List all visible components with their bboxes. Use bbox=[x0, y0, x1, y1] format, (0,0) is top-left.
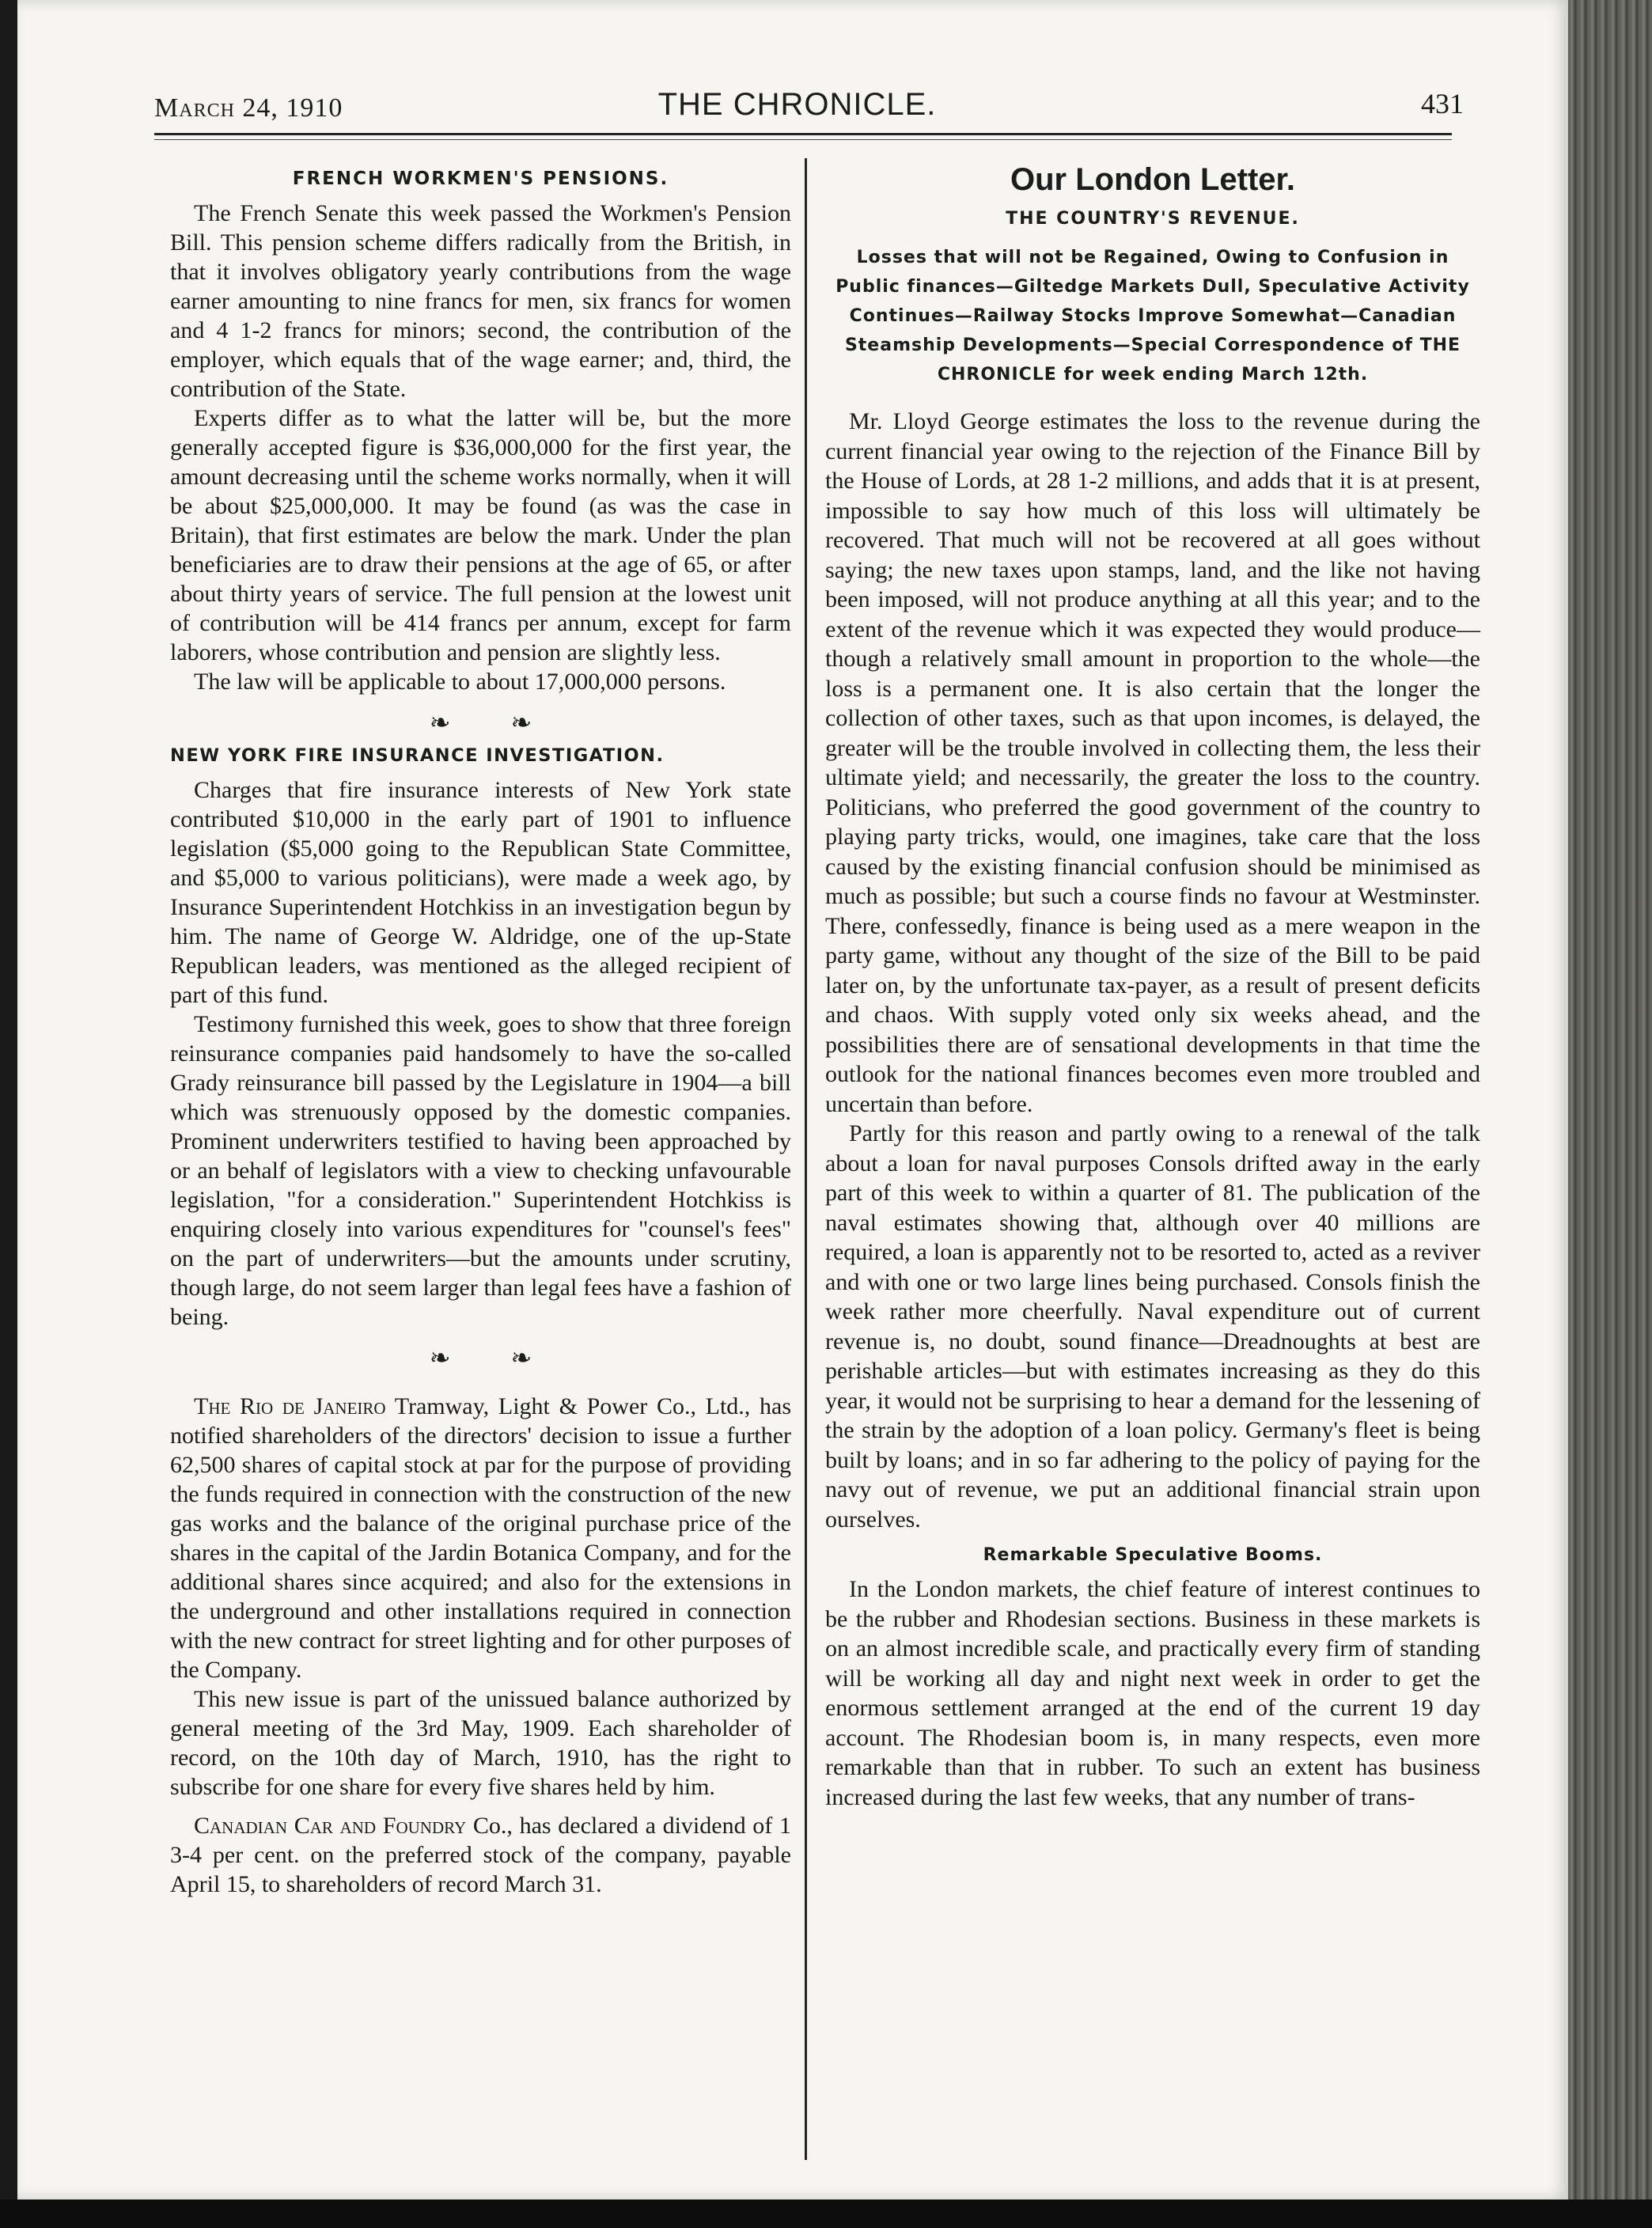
header-date: March 24, 1910 bbox=[154, 93, 343, 123]
paragraph: Partly for this reason and partly owing to a renewal of the talk about a loan for naval purposes Consols drifted away in the early part of this week to within a quarter of 81. The publication of the naval estimates showing that, although over 40 millions are required, a loan is apparently not to be resorted to, acted as a reviver and with one or two large lines being purchased. Consols finish the week rather more cheerfully. Naval expenditure out of current revenue is, no doubt, sound finance—Dreadnoughts at best are perishable articles—but with estimates increasing as they do this year, it would not be surprising to hear a demand for the lessening of the strain by the adoption of a loan policy. Germany's fleet is being built by loans; and in so far adhering to the policy of paying for the navy out of revenue, we put an additional financial strain upon ourselves. bbox=[825, 1120, 1480, 1533]
paragraph-text: Co., has declared a dividend of 1 3-4 per cent. on the preferred stock of the company, payable April 15, to shareholders of record March 31. bbox=[170, 1813, 791, 1897]
paragraph: In the London markets, the chief feature of interest continues to be the rubber and Rhodesian sections. Business in these markets is on an almost incredible scale, and practically every firm of standing will be working all day and night next week in order to get the enormous settlement arranged at the end of the current 19 day account. The Rhodesian boom is, in many respects, even more remarkable than that in rubber. To such an extent has business increased during the last few weeks, that any number of trans- bbox=[825, 1576, 1480, 1810]
header-title: THE CHRONICLE. bbox=[657, 87, 937, 122]
paragraph-lead: Canadian Car and Foundry bbox=[194, 1813, 467, 1839]
article-subtitle: THE COUNTRY'S REVENUE. bbox=[1006, 209, 1300, 229]
page-header bbox=[138, 79, 1464, 135]
book-binding bbox=[1568, 0, 1652, 2228]
inner-subheading: Remarkable Speculative Booms. bbox=[983, 1545, 1323, 1565]
paragraph: Experts differ as to what the latter will be, but the more generally accepted figure is $36,000,000 for the first year, the amount decreasing until the scheme works normally, when it will be about $25,000,000. It may be found (as was the case in Britain), that first estimates are below the mark. Under the plan beneficiaries are to draw their pensions at the age of 65, or after about thirty years of service. The full pension at the lowest unit of contribution will be 414 francs per annum, except for farm laborers, whose contribution and pension are slightly less. bbox=[170, 405, 791, 665]
paragraph: The French Senate this week passed the Workmen's Pension Bill. This pension scheme differs radically from the British, in that it involves obligatory yearly contributions from the wage earner amounting to nine francs for men, six francs for women and 4 1-2 francs for minors; second, the contribution of the employer, which equals that of the wage earner; and, third, the contribution of the State. bbox=[170, 200, 791, 402]
paragraph: The law will be applicable to about 17,000,000 persons. bbox=[194, 669, 726, 695]
article-deck: Losses that will not be Regained, Owing to Confusion in Public finances—Giltedge Markets Dull, Speculative Activity Continues—Railway Stocks Improve Somewhat—Canadian Steamship Developments—Special Correspondence of THE CHRONICLE for week ending March 12th. bbox=[835, 248, 1470, 385]
header-rule bbox=[154, 133, 1452, 135]
paragraph: This new issue is part of the unissued balance authorized by general meeting of the 3rd May, 1909. Each shareholder of record, on the 10th day of March, 1910, has the right to subscribe for one share for every five shares held by him. bbox=[170, 1686, 791, 1800]
column-divider bbox=[805, 158, 807, 2160]
paragraph-text: Tramway, Light & Power Co., Ltd., has notified shareholders of the directors' decision to issue a further 62,500 shares of capital stock at par for the purpose of providing the funds required in connection with the construction of the new gas works and the balance of the original purchase price of the shares in the capital of the Jardin Botanica Company, and for the additional shares since acquired; and also for the extensions in the underground and other installations required in connection with the new contract for street lighting and for other purposes of the Company. bbox=[170, 1393, 791, 1683]
right-column bbox=[825, 162, 1480, 1812]
scan-border bbox=[0, 2200, 1652, 2228]
paragraph: Charges that fire insurance interests of New York state contributed $10,000 in the early part of 1901 to influence legislation ($5,000 going to the Republican State Committee, and $5,000 to various politicians), were made a week ago, by Insurance Superintendent Hotchkiss in an investigation begun by him. The name of George W. Aldridge, one of the up-State Republican leaders, was mentioned as the alleged recipient of part of this fund. bbox=[170, 777, 791, 1008]
section-ornament: ❧ ❧ bbox=[429, 1343, 559, 1372]
paragraph: Mr. Lloyd George estimates the loss to the revenue during the current financial year owing to the rejection of the Finance Bill by the House of Lords, at 28 1-2 millions, and adds that it is at present, impossible to say how much of this loss will ultimately be recovered. That much will not be recovered at all goes without saying; the new taxes upon stamps, land, and the like not having been imposed, will not produce anything at all this year; and to the extent of the revenue which it was expected they would produce—though a relatively small amount in proportion to the whole—the loss is a permanent one. It is also certain that the longer the collection of other taxes, such as that upon incomes, is delayed, the greater will be the trouble involved in collecting them, the less their ultimate yield; and necessarily, the greater the loss to the country. Politicians, who preferred the good government of the country to playing party tricks, would, one imagines, take care that the loss caused by the existing financial confusion should be minimised as much as possible; but such a course finds no favour at Westminster. There, confessedly, finance is being used as a mere weapon in the party game, without any thought of the size of the Bill to be paid later on, by the unfortunate tax-payer, as a result of present deficits and chaos. With supply voted only six weeks ahead, and the possibilities there are of sensational developments in that time the outlook for the national finances becomes even more troubled and uncertain than before. bbox=[825, 408, 1480, 1117]
paragraph: Testimony furnished this week, goes to show that three foreign reinsurance companies paid handsomely to have the so-called Grady reinsurance bill passed by the Legislature in 1904—a bill which was strenuously opposed by the domestic companies. Prominent underwriters testified to having been approached by or an behalf of legislators with a view to checking unfavourable legislation, "for a consideration." Superintendent Hotchkiss is enquiring closely into various expenditures for "counsel's fees" on the part of underwriters—but the amounts under scrutiny, though large, do not seem larger than legal fees have a fashion of being. bbox=[170, 1011, 791, 1330]
paragraph-rio-tramway bbox=[170, 1392, 791, 1684]
article-title: Our London Letter. bbox=[1010, 162, 1295, 197]
section-heading-fire-insurance: NEW YORK FIRE INSURANCE INVESTIGATION. bbox=[170, 745, 665, 766]
section-ornament: ❧ ❧ bbox=[429, 708, 559, 737]
page-number: 431 bbox=[1421, 88, 1464, 119]
section-heading-french-pensions: FRENCH WORKMEN'S PENSIONS. bbox=[292, 169, 669, 189]
paragraph-canadian-car bbox=[170, 1811, 791, 1899]
paragraph-lead: The Rio de Janeiro bbox=[194, 1393, 386, 1419]
header-rule-thin bbox=[154, 139, 1452, 140]
left-column bbox=[170, 162, 791, 1899]
